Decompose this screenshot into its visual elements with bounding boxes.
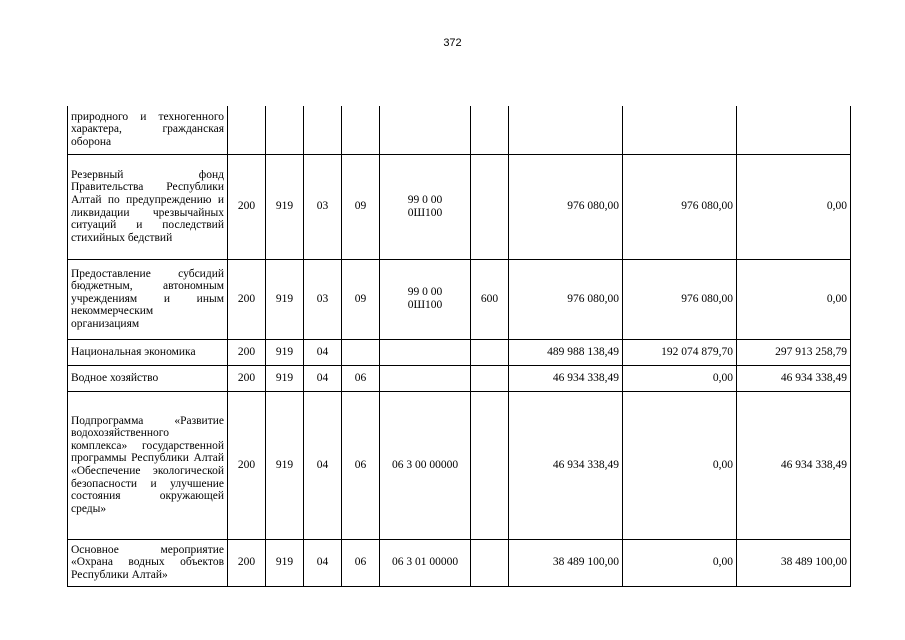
code-rz: 919 [266,339,304,365]
code-rz: 919 [266,539,304,586]
code-target-article [380,339,471,365]
budget-table [67,106,851,587]
code-subsection: 06 [342,365,380,391]
code-ved: 200 [228,365,266,391]
amount-col2: 192 074 879,70 [623,339,737,365]
amount-col3: 46 934 338,49 [737,365,851,391]
amount-col3: 46 934 338,49 [737,391,851,539]
amount-total: 976 080,00 [509,259,623,339]
amount-total [509,106,623,154]
code-target-article: 06 3 00 00000 [380,391,471,539]
code-pr: 04 [304,365,342,391]
code-subsection: 09 [342,154,380,259]
code-target-article: 06 3 01 00000 [380,539,471,586]
code-target-article: 99 0 00 0Ш100 [380,154,471,259]
amount-total: 976 080,00 [509,154,623,259]
amount-total: 38 489 100,00 [509,539,623,586]
amount-col3: 0,00 [737,259,851,339]
code-target-article: 99 0 00 0Ш100 [380,259,471,339]
item-name: Подпрограмма «Развитие водохозяйственного комплекса» государственной программы Республики Алтай «Обеспечение экологической безопасности и улучшение состояния окружающей среды» [68,391,228,539]
amount-col2: 0,00 [623,539,737,586]
table-row [68,339,851,365]
table-row [68,391,851,539]
code-subsection: 06 [342,391,380,539]
item-name: Основное мероприятие «Охрана водных объектов Республики Алтай» [68,539,228,586]
table-row [68,365,851,391]
code-ved: 200 [228,539,266,586]
amount-col3: 297 913 258,79 [737,339,851,365]
table-row [68,106,851,154]
code-expense-type [471,106,509,154]
code-subsection [342,106,380,154]
code-target-article [380,365,471,391]
amount-col2 [623,106,737,154]
code-rz: 919 [266,154,304,259]
table-row [68,539,851,586]
code-pr: 04 [304,391,342,539]
code-subsection: 06 [342,539,380,586]
amount-total: 46 934 338,49 [509,365,623,391]
item-name: природного и техногенного характера, гражданская оборона [68,106,228,154]
amount-total: 46 934 338,49 [509,391,623,539]
item-name: Предоставление субсидий бюджетным, автономным учреждениям и иным некоммерческим организациям [68,259,228,339]
code-rz [266,106,304,154]
code-expense-type: 600 [471,259,509,339]
amount-total: 489 988 138,49 [509,339,623,365]
table-row [68,154,851,259]
item-name: Водное хозяйство [68,365,228,391]
page-number: 372 [443,37,462,49]
item-name: Национальная экономика [68,339,228,365]
item-name: Резервный фонд Правительства Республики Алтай по предупреждению и ликвидации чрезвычайных ситуаций и последствий стихийных бедствий [68,154,228,259]
code-rz: 919 [266,259,304,339]
code-expense-type [471,391,509,539]
code-pr [304,106,342,154]
table-row [68,259,851,339]
code-pr: 03 [304,259,342,339]
code-target-article [380,106,471,154]
code-expense-type [471,539,509,586]
amount-col3: 0,00 [737,154,851,259]
code-ved: 200 [228,339,266,365]
amount-col2: 0,00 [623,391,737,539]
code-subsection [342,339,380,365]
code-expense-type [471,154,509,259]
code-ved [228,106,266,154]
amount-col3 [737,106,851,154]
code-ved: 200 [228,391,266,539]
code-subsection: 09 [342,259,380,339]
code-expense-type [471,339,509,365]
code-ved: 200 [228,154,266,259]
code-rz: 919 [266,391,304,539]
amount-col2: 0,00 [623,365,737,391]
amount-col3: 38 489 100,00 [737,539,851,586]
amount-col2: 976 080,00 [623,154,737,259]
code-expense-type [471,365,509,391]
code-pr: 04 [304,539,342,586]
amount-col2: 976 080,00 [623,259,737,339]
code-pr: 04 [304,339,342,365]
code-ved: 200 [228,259,266,339]
code-rz: 919 [266,365,304,391]
code-pr: 03 [304,154,342,259]
